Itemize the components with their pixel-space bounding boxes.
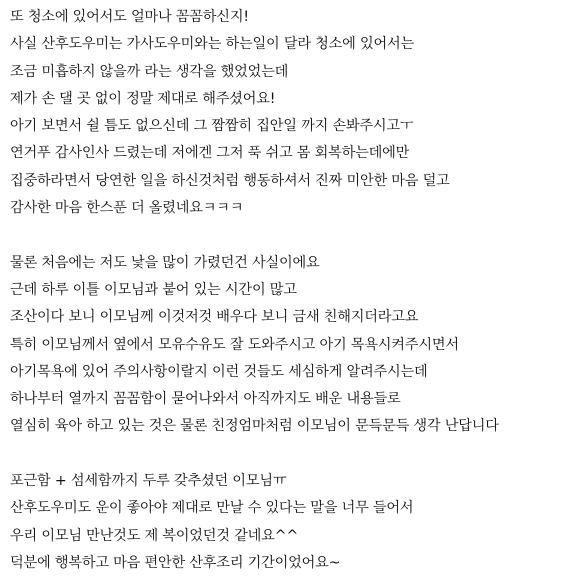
text-line: 덕분에 행복하고 마음 편안한 산후조리 기간이었어요~ bbox=[10, 554, 341, 571]
text-line: 조산이다 보니 이모님께 이것저것 배우다 보니 금새 친해지더라고요 bbox=[10, 309, 419, 326]
text-line: 조금 미흡하지 않을까 라는 생각을 했었었는데 bbox=[10, 63, 289, 80]
text-line: 특히 이모님께서 옆에서 모유수유도 잘 도와주시고 아기 목욕시켜주시면서 bbox=[10, 336, 459, 353]
text-line: 제가 손 댈 곳 없이 정말 제대로 해주셨어요! bbox=[10, 90, 276, 107]
paragraph-gap bbox=[10, 222, 566, 249]
text-line: 연거푸 감사인사 드렸는데 저에겐 그저 푹 쉬고 몸 회복하는데에만 bbox=[10, 145, 410, 162]
text-line: 하나부터 열까지 꼼꼼함이 묻어나와서 아직까지도 배운 내용들로 bbox=[10, 391, 401, 408]
paragraph-closing bbox=[10, 468, 566, 577]
text-line: 근데 하루 이틀 이모님과 붙어 있는 시간이 많고 bbox=[10, 281, 297, 298]
paragraph-gap bbox=[10, 441, 566, 468]
text-line: 물론 처음에는 저도 낯을 많이 가렸던건 사실이에요 bbox=[10, 254, 320, 271]
text-line: 우리 이모님 만난것도 제 복이었던것 같네요^^ bbox=[10, 527, 299, 544]
text-line: 포근함 + 섬세함까지 두루 갖추셨던 이모님ㅠ bbox=[10, 473, 287, 490]
text-line: 열심히 육아 하고 있는 것은 물론 친정엄마처럼 이모님이 문득문득 생각 난답니다 bbox=[10, 418, 499, 435]
text-line: 아기목욕에 있어 주의사항이랄지 이런 것들도 세심하게 알려주시는데 bbox=[10, 363, 428, 380]
text-line: 집중하라면서 당연한 일을 하신것처럼 행동하셔서 진짜 미안한 마음 덜고 bbox=[10, 172, 450, 189]
paragraph-bonding bbox=[10, 250, 566, 441]
text-line: 감사한 마음 한스푼 더 올렸네요ㅋㅋㅋ bbox=[10, 200, 244, 217]
text-line: 아기 보면서 쉴 틈도 없으신데 그 짬짬히 집안일 까지 손봐주시고ㅜ bbox=[10, 118, 414, 135]
text-line: 또 청소에 있어서도 얼마나 꼼꼼하신지! bbox=[10, 9, 249, 25]
paragraph-cleaning bbox=[10, 4, 566, 222]
review-text bbox=[10, 4, 566, 577]
text-line: 산후도우미도 운이 좋아야 제대로 만날 수 있다는 말을 너무 들어서 bbox=[10, 500, 414, 517]
text-line: 사실 산후도우미는 가사도우미와는 하는일이 달라 청소에 있어서는 bbox=[10, 36, 415, 53]
